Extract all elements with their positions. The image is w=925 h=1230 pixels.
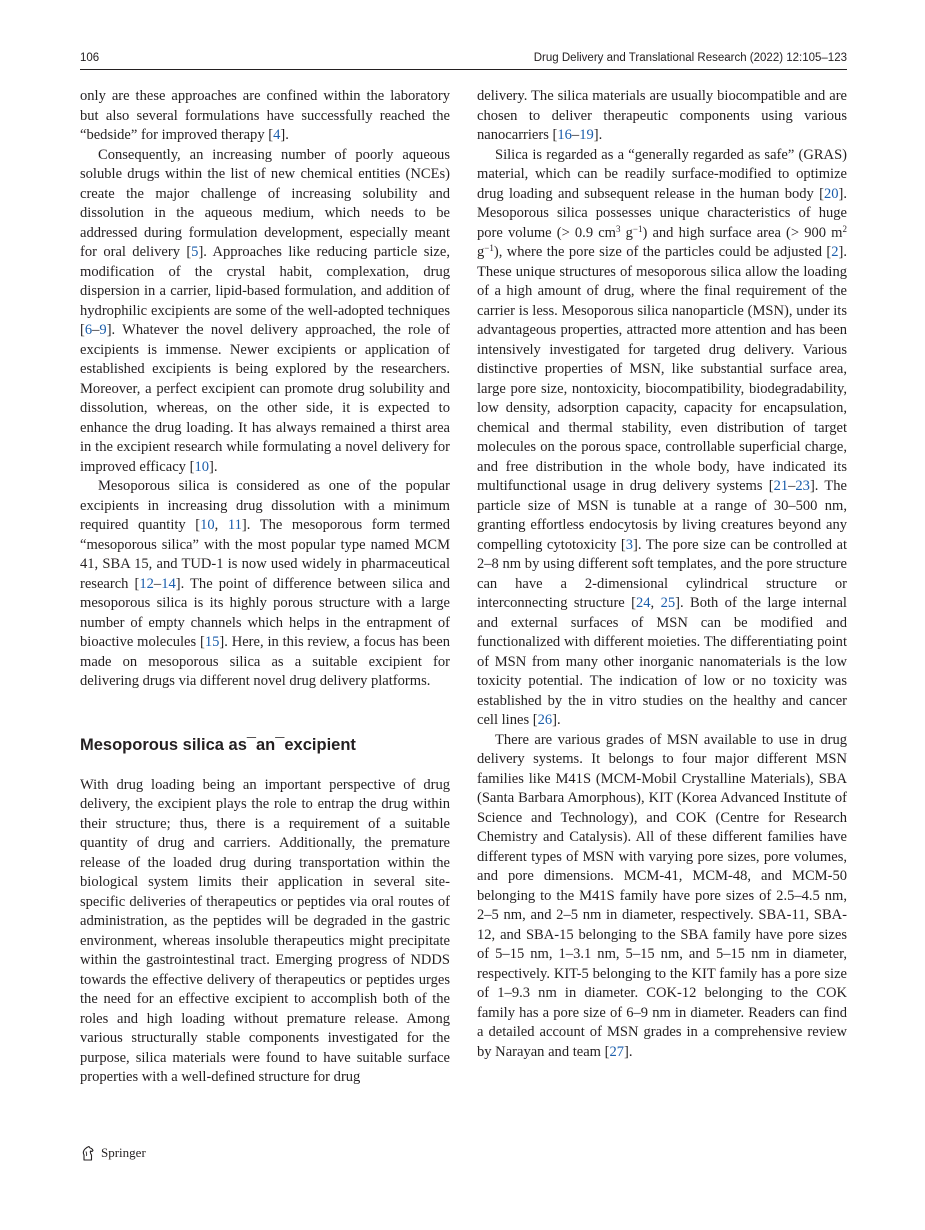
citation-link[interactable]: 10 [200, 517, 215, 533]
superscript: 2 [842, 223, 847, 234]
citation-link[interactable]: 10 [194, 458, 209, 475]
citation-link[interactable]: 5 [191, 244, 199, 260]
section-heading: Mesoporous silica as¯an¯excipient [80, 735, 356, 754]
citation-link[interactable]: 2 [831, 244, 839, 260]
citation-link[interactable]: 25 [660, 595, 676, 611]
citation-link[interactable]: 11 [227, 517, 242, 533]
superscript: 3 [616, 223, 621, 234]
citation-link[interactable]: 9 [99, 322, 107, 338]
citation-link[interactable]: 4 [273, 127, 281, 143]
right-column [477, 87, 847, 1062]
paragraph: Consequently, an increasing number of poorly aqueous soluble drugs within the list of new chemical entities (NCEs) create the major challenge of increasing solubility and dissolution in the aqueous medium, which needs to be addressed during formulation development, especially meant for oral delivery [5]. Approaches like reducing particle size, modification of the crystal habit, complexation, drug dispersion in a carrier, lipid-based formulation, and addition of hydrophilic excipients are some of the well-adopted techniques [6–9]. Whatever the novel delivery approached, the role of excipients is immense. Newer excipients or application of established excipients is being explored by the researchers. Moreover, a perfect excipient can promote drug solubility and dissolution, whereas, on the other side, it is expected to enhance the drug loading. It has always remained a thirst area in the excipient research while formulating a novel delivery for improved efficacy [10]. [80, 146, 450, 475]
citation-link[interactable]: 16 [557, 127, 572, 143]
citation-link[interactable]: 12 [139, 575, 154, 592]
superscript: −1 [632, 223, 643, 234]
citation-link[interactable]: 15 [204, 634, 220, 650]
citation-link[interactable]: 14 [161, 575, 176, 592]
citation-link[interactable]: 27 [609, 1043, 625, 1060]
left-column [80, 87, 450, 1088]
citation-link[interactable]: 19 [579, 127, 594, 143]
citation-link[interactable]: 24 [636, 595, 651, 611]
springer-horse-icon [80, 1145, 96, 1161]
paragraph: Silica is regarded as a “generally regarded as safe” (GRAS) material, which can be readily surface-modified to optimize drug loading and subsequent release in the human body [20]. Mesoporous silica possesses unique characteristics of huge pore volume (> 0.9 $cm^3$ $g^{-1}$) and high surface area (> 900 $m^2$ $g^{-1}$), where the pore size of the particles could be adjusted [2]. These unique structures of mesoporous silica allow the loading of a high amount of drug, where the final requirement of the carrier is less. Mesoporous silica nanoparticle (MSN), under its advantageous properties, attracted more attention and has been intensively investigated for targeted drug delivery. Various distinctive properties of MSN, like substantial surface area, large pore size, nontoxicity, biocompatibility, biodegradability, low density, adsorption capacity, capacity for encapsulation, chemical and thermal stability, even distribution of target molecules on the porous space, controllable superficial charge, and free distribution in the whole body, have indicated its multifunctional usage in drug delivery systems [21–23]. The particle size of MSN is tunable at a range of 30–500 nm, granting effortless endocytosis by living creatures beyond any compelling cytotoxicity [3]. The pore size can be controlled at 2–8 nm by using different soft templates, and the pore structure can have a 2-dimensional cylindrical structure or interconnecting structure [24, 25]. Both of the large internal and external surfaces of MSN can be modified and functionalized with different moieties. The differentiating point of MSN from many other inorganic nanomaterials is the low toxicity potential. The indication of low or no toxicity was established by the in vitro studies on the healthy and cancer cell lines [26]. [477, 146, 847, 728]
citation-link[interactable]: 26 [537, 712, 553, 728]
running-header [80, 50, 847, 70]
citation-link[interactable]: 21 [773, 478, 789, 494]
paragraph: Mesoporous silica is considered as one of the popular excipients in increasing drug dissolution with a minimum required quantity [10, 11]. The mesoporous form termed “mesoporous silica” with the most popular type named MCM 41, SBA 15, and TUD-1 is now used widely in pharmaceutical research [12–14]. The point of difference between silica and mesoporous silica is its highly porous structure with a large number of empty channels which helps in the entrapment of bioactive molecules [15]. Here, in this review, a focus has been made on mesoporous silica as a suitable excipient for delivering drugs via different novel drug delivery platforms. [80, 478, 450, 689]
citation-link[interactable]: 20 [823, 185, 839, 202]
paragraph: With drug loading being an important perspective of drug delivery, the excipient plays the role to entrap the drug within their structure; thus, there is a requirement of a suitable quantity of drug and carriers. Additionally, the premature release of the loaded drug during transportation within the biological system limits their application in several site-specific deliveries of therapeutics or peptides via oral routes of administration, as the peptides will be degraded in the gastric environment, whereas insoluble therapeutics might precipitate within the gastrointestinal tract. Emerging progress of NDDS towards the effective delivery of therapeutics or peptides urges the need for an effective excipient to accomplish both of the roles and high loading without premature release. Among various structurally stable components investigated for the purpose, silica materials were found to have suitable surface properties with a well-defined structure for drug [80, 776, 450, 1085]
paragraph: delivery. The silica materials are usually biocompatible and are chosen to deliver therapeutic components using various nanocarriers [16–19]. [477, 88, 847, 143]
journal-citation: Drug Delivery and Translational Research (2022) 12:105–123 [533, 52, 847, 64]
header-rule [80, 69, 847, 70]
page-number: 106 [80, 52, 100, 64]
publisher-name: Springer [101, 1145, 146, 1160]
paragraph: only are these approaches are confined within the laboratory but also several formulations have successfully reached the “bedside” for improved therapy [4]. [80, 88, 450, 143]
citation-link[interactable]: 23 [795, 478, 810, 494]
superscript: −1 [484, 243, 494, 253]
citation-link[interactable]: 6 [84, 322, 93, 338]
citation-link[interactable]: 3 [625, 536, 634, 553]
page-footer [80, 1145, 146, 1161]
paragraph: There are various grades of MSN available to use in drug delivery systems. It belongs to four major different MSN families like M41S (MCM-Mobil Crystalline Materials), SBA (Santa Barbara Amorphous), KIT (Korea Advanced Institute of Science and Technology), and COK (Centre for Research Chemistry and Catalysis). All of these different families have different types of MSN with varying pore sizes, pore volumes, and pore dimensions. MCM-41, MCM-48, and MCM-50 belonging to the M41S family have pore sizes of 2.5–4.5 nm, 2–5 nm, and 2–5 nm in diameter, respectively. SBA-11, SBA-12, and SBA-15 belonging to the SBA family have pore sizes of 5–15 nm, 1–3.1 nm, 5–15 nm, and 5–15 nm in diameter, respectively. KIT-5 belonging to the KIT family has a pore size of 1–9.3 nm in diameter. COK-12 belonging to the COK family has a pore size of 6–9 nm in diameter. Readers can find a detailed account of MSN grades in a comprehensive review by Narayan and team [27]. [477, 731, 847, 1060]
